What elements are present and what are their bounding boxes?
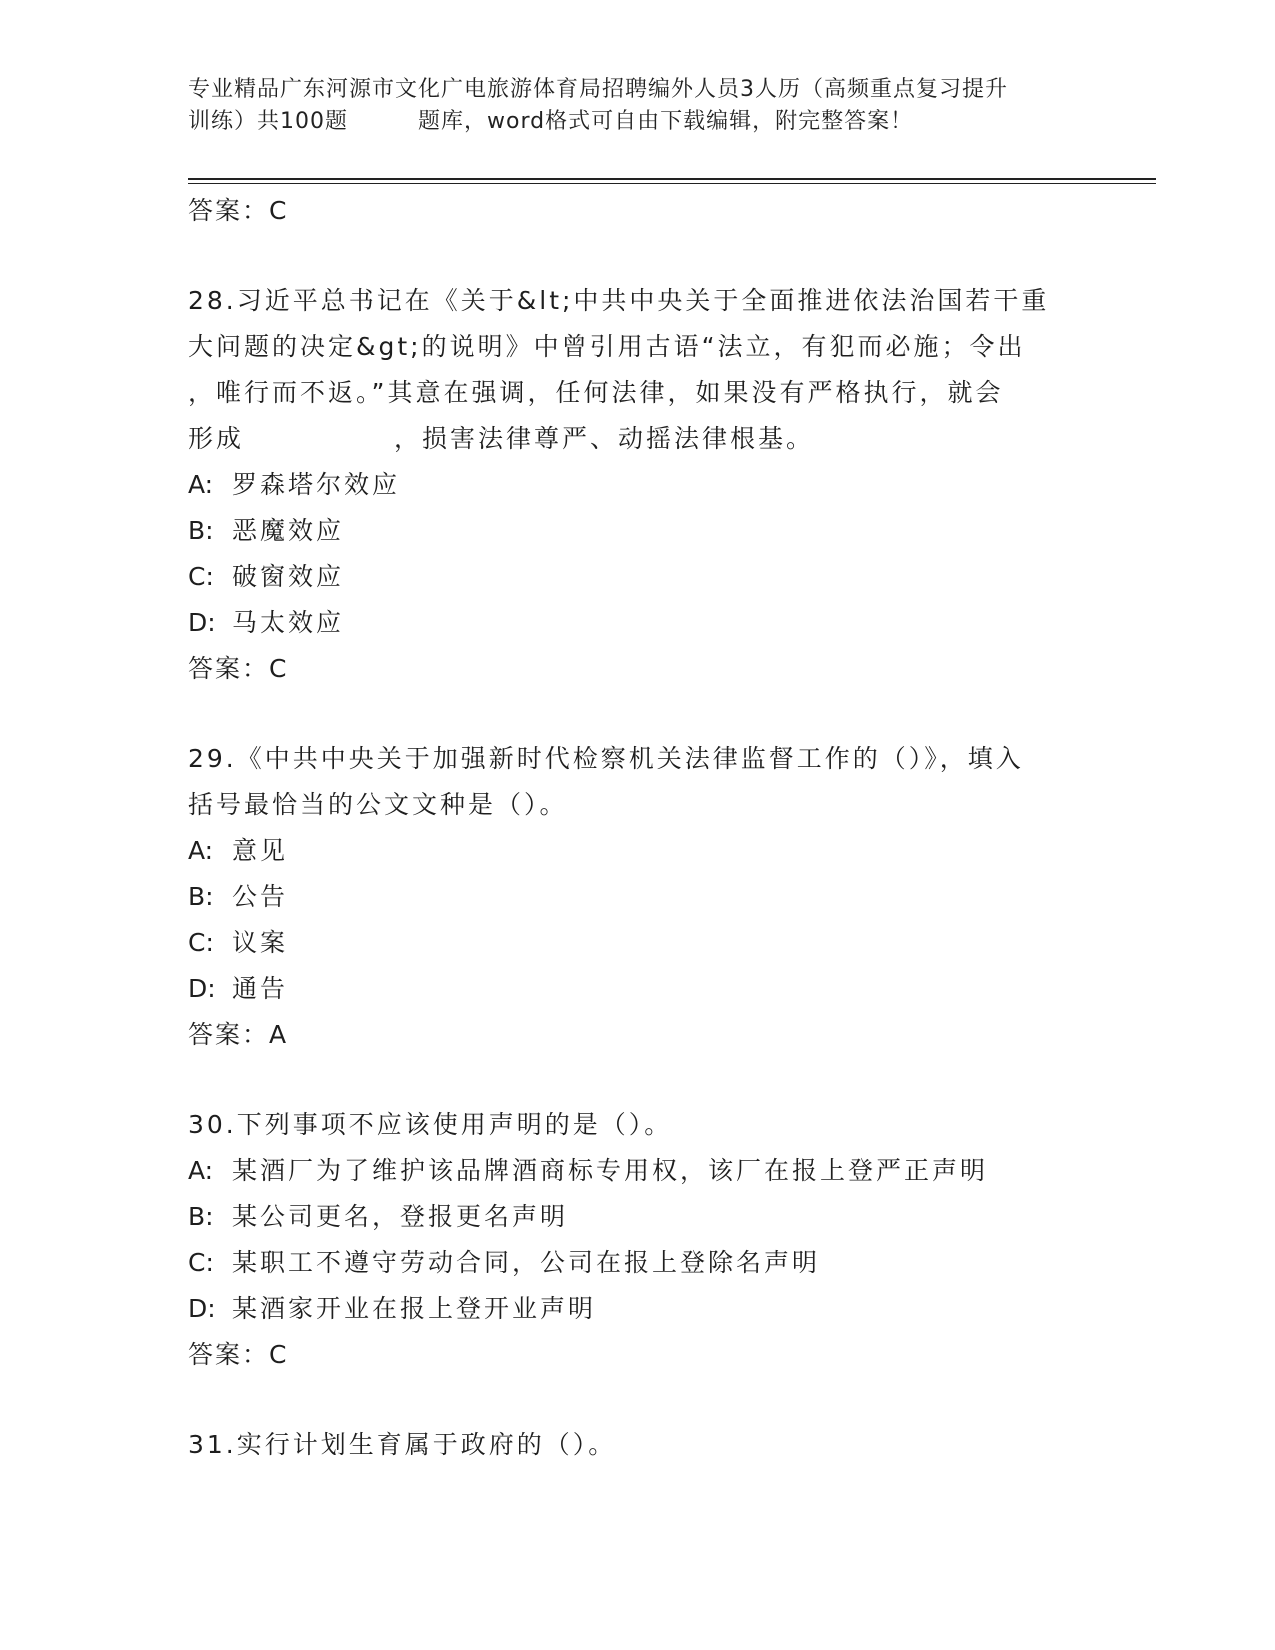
question-28-line-1: 28.习近平总书记在《关于&lt;中共中央关于全面推进依法治国若干重 bbox=[188, 286, 1050, 315]
option-text: 马太效应 bbox=[232, 608, 345, 637]
option-b bbox=[188, 508, 1088, 554]
option-d bbox=[188, 600, 1088, 646]
page-header bbox=[188, 74, 1088, 138]
option-text: 恶魔效应 bbox=[232, 516, 345, 545]
option-text: 某酒家开业在报上登开业声明 bbox=[232, 1294, 597, 1323]
option-key: A: bbox=[188, 470, 214, 499]
question-30 bbox=[188, 1102, 1088, 1378]
question-29-line-2: 括号最恰当的公文文种是（）。 bbox=[188, 790, 568, 819]
option-key: C: bbox=[188, 562, 214, 591]
question-28-line-4 bbox=[188, 416, 1088, 462]
option-text: 意见 bbox=[232, 836, 289, 865]
option-text: 公告 bbox=[232, 882, 289, 911]
option-b bbox=[188, 1194, 1088, 1240]
question-28-line-2: 大问题的决定&gt;的说明》中曾引用古语“法立，有犯而必施；令出 bbox=[188, 332, 1026, 361]
option-text: 破窗效应 bbox=[232, 562, 345, 591]
option-key: C: bbox=[188, 1248, 214, 1277]
option-text: 通告 bbox=[232, 974, 289, 1003]
question-30-line-1: 30.下列事项不应该使用声明的是（）。 bbox=[188, 1110, 673, 1139]
option-text: 某职工不遵守劳动合同，公司在报上登除名声明 bbox=[232, 1248, 821, 1277]
header-line-2-left: 训练）共100题 bbox=[188, 109, 348, 134]
option-c bbox=[188, 920, 1088, 966]
option-text: 某公司更名，登报更名声明 bbox=[232, 1202, 569, 1231]
option-key: C: bbox=[188, 928, 214, 957]
option-key: A: bbox=[188, 1156, 214, 1185]
option-key: A: bbox=[188, 836, 214, 865]
option-b bbox=[188, 874, 1088, 920]
option-text: 某酒厂为了维护该品牌酒商标专用权，该厂在报上登严正声明 bbox=[232, 1156, 989, 1185]
option-a bbox=[188, 462, 1088, 508]
question-28-line-3: ，唯行而不返。”其意在强调，任何法律，如果没有严格执行，就会 bbox=[188, 378, 1004, 407]
question-29 bbox=[188, 736, 1088, 1058]
option-text: 议案 bbox=[232, 928, 289, 957]
option-key: D: bbox=[188, 1294, 216, 1323]
option-key: B: bbox=[188, 516, 214, 545]
header-rule-thin bbox=[188, 183, 1156, 184]
option-c bbox=[188, 554, 1088, 600]
answer: 答案：A bbox=[188, 1020, 289, 1049]
question-28 bbox=[188, 278, 1088, 692]
option-d bbox=[188, 1286, 1088, 1332]
question-28-line-4-left: 形成 bbox=[188, 424, 245, 453]
option-a bbox=[188, 828, 1088, 874]
header-rule-thick bbox=[188, 178, 1156, 180]
option-key: D: bbox=[188, 608, 216, 637]
prev-answer: 答案：C bbox=[188, 196, 289, 225]
option-c bbox=[188, 1240, 1088, 1286]
header-line-1: 专业精品广东河源市文化广电旅游体育局招聘编外人员3人历（高频重点复习提升 bbox=[188, 77, 1008, 102]
answer: 答案：C bbox=[188, 1340, 289, 1369]
option-key: B: bbox=[188, 882, 214, 911]
question-29-line-1: 29.《中共中央关于加强新时代检察机关法律监督工作的（）》，填入 bbox=[188, 744, 1024, 773]
option-d bbox=[188, 966, 1088, 1012]
answer: 答案：C bbox=[188, 654, 289, 683]
header-line-2 bbox=[188, 106, 1088, 138]
header-line-2-right: 题库，word格式可自由下载编辑，附完整答案！ bbox=[418, 109, 914, 134]
option-key: D: bbox=[188, 974, 216, 1003]
option-key: B: bbox=[188, 1202, 214, 1231]
option-a bbox=[188, 1148, 1088, 1194]
document-body bbox=[188, 188, 1088, 1468]
question-31 bbox=[188, 1422, 1088, 1468]
question-28-line-4-right: ，损害法律尊严、动摇法律根基。 bbox=[394, 424, 815, 453]
option-text: 罗森塔尔效应 bbox=[232, 470, 401, 499]
question-31-line-1: 31.实行计划生育属于政府的（）。 bbox=[188, 1430, 617, 1459]
